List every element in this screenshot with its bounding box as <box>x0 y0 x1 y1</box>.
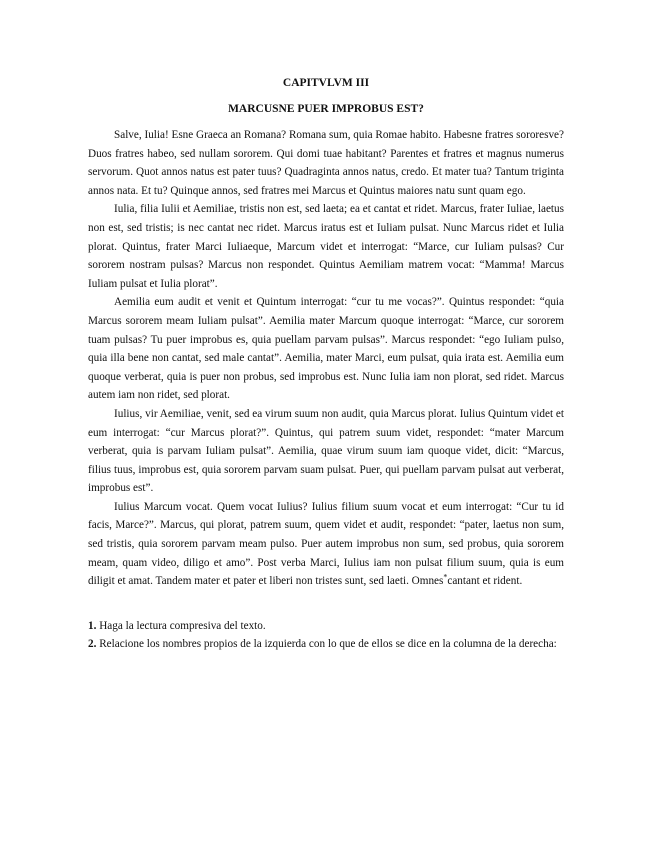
document-page <box>88 76 564 654</box>
paragraph-5-tail: cantant et rident. <box>447 575 523 588</box>
section-title: MARCUSNE PUER IMPROBUS EST? <box>228 103 424 115</box>
paragraph-1: Salve, Iulia! Esne Graeca an Romana? Romana sum, quia Romae habito. Habesne fratres sororesve? Duos fratres habeo, sed nullam sororem. Qui domi tuae habitant? Parentes et fratres et magnus numerus servorum. Quot annos natus est pater tuus? Quadraginta annos natus, credo. Et mater tua? Tantum triginta annos nata. Et tu? Quinque annos, sed fratres mei Marcus et Quintus maiores natu sunt quam ego. <box>88 129 564 197</box>
chapter-title: CAPITVLVM III <box>282 77 370 89</box>
exercise-1-text: Haga la lectura compresiva del texto. <box>99 619 266 632</box>
exercise-list <box>88 617 564 654</box>
paragraph-5-body: Iulius Marcum vocat. Quem vocat Iulius? Iulius filium suum vocat et eum interrogat: “Cur tu id facis, Marce?”. Marcus, qui plorat, patrem suum, quem videt et audit, respondet: “pater, laetus non sum, sed tristis, quia sororem parvam meam pulso. Puer autem improbus non sum, sed probus, quia sororem meam, quam video, diligo et amo”. Post verba Marci, Iulius iam non pulsat filium suum, quia is eum diligit et amat. Tandem mater et pater et liberi non tristes sunt, sed laeti. Omnes <box>88 500 564 588</box>
exercise-1 <box>88 617 564 636</box>
paragraph-3: Aemilia eum audit et venit et Quintum interrogat: “cur tu me vocas?”. Quintus respondet: “quia Marcus sororem meam Iuliam pulsat”. Aemilia mater Marcum quoque interrogat: “Marce, cur sororem tuam pulsas? Tu puer improbus es, quia puellam parvam pulsas”. Marcus respondet: “ego Iuliam pulso, quia illa bene non cantat, sed male cantat”. Aemilia, mater Marci, eum pulsat, quia irata est. Aemilia eum quoque verberat, quia is puer non probus, sed improbus est. Nunc Iulia iam non plorat, sed ridet. Marcus autem iam non ridet, sed plorat. <box>88 296 564 402</box>
paragraph-4: Iulius, vir Aemiliae, venit, sed ea virum suum non audit, quia Marcus plorat. Iulius Quintum videt et eum interrogat: “cur Marcus plorat?”. Quintus, qui patrem suum videt, respondet: “mater Marcum verberat, quia is parvam Iuliam pulsat”. Aemilia, quae virum suum iam quoque videt, dicit: “Marcus, filius tuus, improbus est, quia sororem parvam suam pulsat. Puer, qui puellam parvam pulsat aut verberat, improbus est”. <box>88 407 564 495</box>
exercise-2-number: 2. <box>88 638 97 651</box>
paragraph-2: Iulia, filia Iulii et Aemiliae, tristis non est, sed laeta; ea et cantat et ridet. Marcus, frater Iuliae, laetus non est, sed tristis; is nec cantat nec ridet. Marcus iratus est et Iuliam pulsat. Nunc Marcus ridet et Iulia plorat. Quintus, frater Marci Iuliaeque, Marcum videt et interrogat: “Marce, cur Iuliam pulsas? Cur sororem nostram pulsas? Marcus non respondet. Quintus Aemiliam matrem vocat: “Mamma! Marcus Iuliam pulsat et Iulia plorat”. <box>88 203 564 290</box>
paragraph-5 <box>88 498 564 591</box>
exercise-2 <box>88 635 564 654</box>
exercise-2-text: Relacione los nombres propios de la izquierda con lo que de ellos se dice en la columna de la derecha: <box>99 638 557 651</box>
exercise-1-number: 1. <box>88 619 97 632</box>
footnote-asterisk: * <box>443 572 448 582</box>
